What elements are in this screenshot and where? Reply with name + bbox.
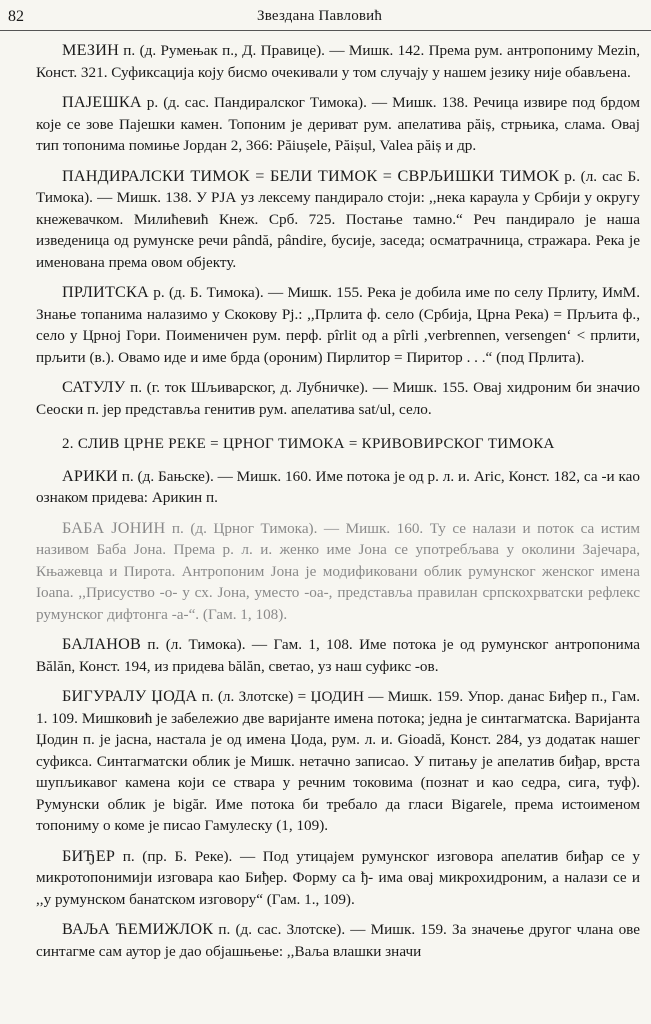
entry-headword: ВАЉА ЋЕМИЖЛОК <box>62 920 214 938</box>
entry-text: п. (д. Бањске). — Мишк. 160. Име потока је од р. л. и. Aric, Конст. 182, са -и као ознаком придева: Арикин п. <box>36 467 640 506</box>
entry-headword: БИГУРАЛУ ЏОДА <box>62 687 198 705</box>
entry-text: п. (д. сас. Злотске). — Мишк. 159. За значење другог члана ове синтагме сам аутор је дао објашњење: ,,Ваља влашки значи <box>36 921 640 960</box>
section-heading: 2. СЛИВ ЦРНЕ РЕКЕ = ЦРНОГ ТИМОКА = КРИВОВИРСКОГ ТИМОКА <box>62 436 555 452</box>
entry-text: п. (д. Румењак п., Д. Правице). — Мишк. 142. Према рум. антропониму Mezin, Конст. 321. Суфиксација коју бисмо очекивали у том случају у нашем језику није обављена. <box>36 42 640 81</box>
entry-text: р. (д. Б. Тимока). — Мишк. 155. Река је добила име по селу Прлиту, ИмМ. Знање топанима налазимо у Скокову Рј.: ,,Прлита ф. село (Србија, Црна Река) = Прљита ф., село у Црној Гори. Поименичен рум. перф. pîrlit од a pîrli ,verbrennen, versengen‘ < прлити, прљити (в.). Овамо иде и име брда (ороним) Пирлитор = Пиритор . . .“ (под Прлита). <box>36 284 640 366</box>
dictionary-entry <box>36 377 640 420</box>
entries-group-1 <box>36 40 640 420</box>
dictionary-entry <box>36 686 640 837</box>
entry-headword: ПАЈЕШКА <box>62 93 142 111</box>
dictionary-entry <box>36 919 640 962</box>
entries-group-2 <box>36 466 640 963</box>
entry-headword: БАЛАНОВ <box>62 635 142 653</box>
entry-text: п. (д. Црног Тимока). — Мишк. 160. Ту се налази и поток са истим називом Баба Јона. Према р. л. и. женко име Јона се употребљава у околини Зајечара, Књажевца и Пирота. Антропоним Јона је модификовани облик румунског женског имена Ioana. ,,Присуство -о- у сх. Јона, уместо -оа-, представља правилан српскохрватски рефлекс румунског дифтонга -а-“. (Гам. 1, 108). <box>36 519 640 623</box>
entry-text: п. (л. Злотске) = ЏОДИН — Мишк. 159. Упор. данас Биђер п., Гам. 1. 109. Мишковић је забележио две варијанте имена потока; једна је синтагматска. Варијанта Џодин п. је јасна, настала је од имена Џода, рум. л. и. Gioadă, Конст. 284, уз додатак нашег суфикса. Синтагматски облик је Мишк. нетачно записао. У питању је апелатив биђар, врста шупљикавог камена који се ствара у речним токовима (познат и као седра, сига, туф). Румунски облик је bigăr. Име потока би требало да гласи Bigarele, према истоименом топониму о коме је писао Гамулеску (1, 109). <box>36 688 640 834</box>
entry-headword: ПРЛИТСКА <box>62 283 149 301</box>
entry-text: р. (л. сас Б. Тимока). — Мишк. 138. У РЈА уз лексему пандирало стоји: ,,нека караула у Србији у округу кнежевачком. Милићевић Кнеж. Срб. 725. Постање тамно.“ Реч пандирало је наша изведеница од румунске речи pândă, pândire, бусије, заседа; осматрачница, стражара. Река је именована према овом објекту. <box>36 167 640 271</box>
dictionary-entry <box>36 518 640 626</box>
entry-headword: БАБА ЈОНИН <box>62 518 166 537</box>
dictionary-entry <box>36 282 640 368</box>
dictionary-entry <box>36 846 640 911</box>
dictionary-entry <box>36 40 640 83</box>
dictionary-entry <box>36 92 640 157</box>
entry-headword: ПАНДИРАЛСКИ ТИМОК = БЕЛИ ТИМОК = СВРЉИШКИ ТИМОК <box>62 166 560 185</box>
running-head: Звездана Павловић <box>257 8 383 24</box>
page-number: 82 <box>8 8 24 25</box>
entry-headword: БИЂЕР <box>62 846 116 865</box>
entry-headword: АРИКИ <box>62 466 118 485</box>
entry-headword: МЕЗИН <box>62 41 119 59</box>
page-header <box>0 0 651 31</box>
page-body <box>36 40 640 971</box>
entry-text: п. (пр. Б. Реке). — Под утицајем румунског изговора апелатив биђар се у микротопонимији изговара као Биђер. Форму са ђ- има овај микрохидроним, а налази се и ,,у румунском банатском изговору“ (Гам. 1., 109). <box>36 847 640 908</box>
entry-text: р. (д. сас. Пандиралског Тимока). — Мишк. 138. Речица извире под брдом које се зове Пајешки камен. Топоним је дериват рум. апелатива păiș, стрњика, слама. Овај тип топонима помиње Јордан 2, 366: Păiușele, Păișul, Valea păiș и др. <box>36 94 640 154</box>
dictionary-entry <box>36 166 640 274</box>
dictionary-entry <box>36 466 640 509</box>
entry-headword: САТУЛУ <box>62 378 126 396</box>
entry-text: п. (г. ток Шљиварског, д. Лубничке). — Мишк. 155. Овај хидроним би значио Сеоски п. јер представља генитив рум. апелатива sat/ul, село. <box>36 379 640 418</box>
entry-text: п. (л. Тимока). — Гам. 1, 108. Име потока је од румунског антропонима Bălăn, Конст. 194, из придева bălăn, светао, уз наш суфикс -ов. <box>36 636 640 675</box>
dictionary-entry <box>36 634 640 677</box>
